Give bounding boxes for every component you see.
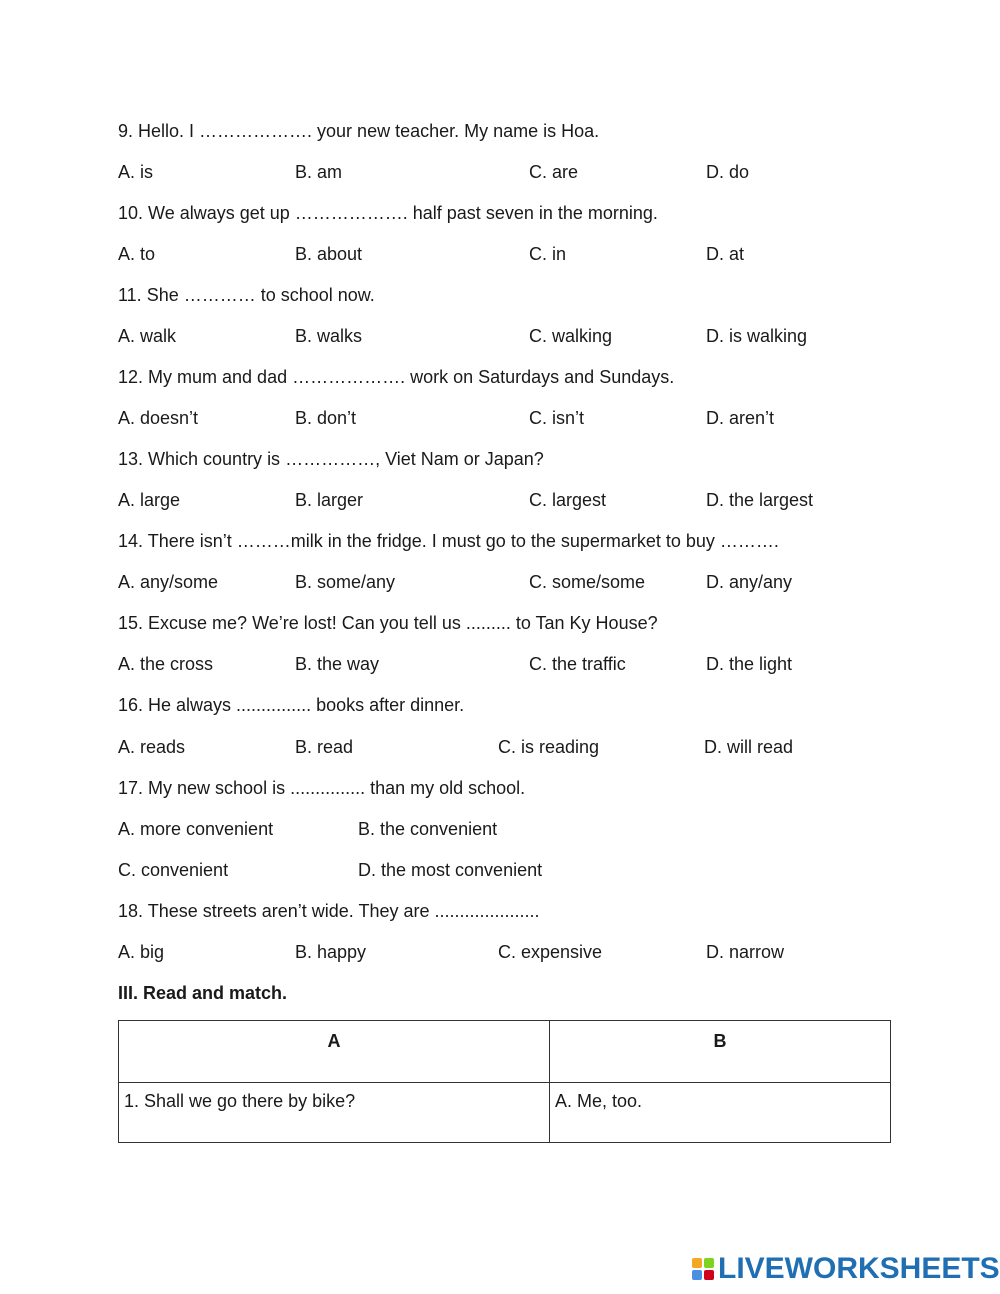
q15-option-a[interactable]: A. the cross — [118, 654, 214, 674]
q18-option-d[interactable]: D. narrow — [706, 942, 785, 962]
match-table — [118, 1020, 891, 1143]
q15-option-d[interactable]: D. the light — [706, 654, 793, 674]
question-17-stem: 17. My new school is ............... than my old school. — [118, 778, 526, 798]
q17-option-c[interactable]: C. convenient — [118, 860, 229, 880]
q12-option-c[interactable]: C. isn’t — [529, 408, 585, 428]
q9-option-c[interactable]: C. are — [529, 162, 579, 182]
q16-option-c[interactable]: C. is reading — [498, 737, 600, 757]
q16-option-d[interactable]: D. will read — [704, 737, 794, 757]
q15-option-b[interactable]: B. the way — [295, 654, 380, 674]
q17-option-b[interactable]: B. the convenient — [358, 819, 498, 839]
q15-option-c[interactable]: C. the traffic — [529, 654, 626, 674]
logo-square-3 — [692, 1270, 702, 1280]
q14-option-d[interactable]: D. any/any — [706, 572, 793, 592]
q17-option-a[interactable]: A. more convenient — [118, 819, 274, 839]
table-row — [119, 1083, 891, 1143]
question-9-stem: 9. Hello. I ………………. your new teacher. My name is Hoa. — [118, 121, 600, 141]
q10-option-c[interactable]: C. in — [529, 244, 567, 264]
question-13-stem: 13. Which country is ……………, Viet Nam or Japan? — [118, 449, 544, 469]
q16-option-a[interactable]: A. reads — [118, 737, 186, 757]
q12-option-b[interactable]: B. don’t — [295, 408, 357, 428]
q16-option-b[interactable]: B. read — [295, 737, 354, 757]
q10-option-a[interactable]: A. to — [118, 244, 156, 264]
q11-option-b[interactable]: B. walks — [295, 326, 363, 346]
logo-mark-icon — [692, 1258, 714, 1280]
logo-text: LIVEWORKSHEETS — [718, 1252, 1000, 1285]
q14-option-b[interactable]: B. some/any — [295, 572, 396, 592]
q11-option-d[interactable]: D. is walking — [706, 326, 808, 346]
q12-option-d[interactable]: D. aren’t — [706, 408, 775, 428]
q14-option-a[interactable]: A. any/some — [118, 572, 219, 592]
row-1-column-b: A. Me, too. — [550, 1083, 891, 1143]
question-15-stem: 15. Excuse me? We’re lost! Can you tell us ......... to Tan Ky House? — [118, 613, 658, 633]
column-a-header: A — [119, 1021, 550, 1083]
match-table-header-row — [119, 1021, 891, 1083]
question-12-stem: 12. My mum and dad ………………. work on Saturdays and Sundays. — [118, 367, 675, 387]
q11-option-c[interactable]: C. walking — [529, 326, 613, 346]
question-10-stem: 10. We always get up ………………. half past seven in the morning. — [118, 203, 658, 223]
logo-square-1 — [692, 1258, 702, 1268]
question-16-stem: 16. He always ............... books after dinner. — [118, 695, 465, 715]
q9-option-a[interactable]: A. is — [118, 162, 154, 182]
q18-option-a[interactable]: A. big — [118, 942, 165, 962]
logo-square-2 — [704, 1258, 714, 1268]
q13-option-a[interactable]: A. large — [118, 490, 181, 510]
question-11-stem: 11. She ………… to school now. — [118, 285, 375, 305]
question-14-stem: 14. There isn’t ………milk in the fridge. I must go to the supermarket to buy ………. — [118, 531, 779, 551]
q12-option-a[interactable]: A. doesn’t — [118, 408, 199, 428]
row-1-column-a: 1. Shall we go there by bike? — [119, 1083, 550, 1143]
q11-option-a[interactable]: A. walk — [118, 326, 177, 346]
q13-option-d[interactable]: D. the largest — [706, 490, 814, 510]
q9-option-b[interactable]: B. am — [295, 162, 343, 182]
q13-option-c[interactable]: C. largest — [529, 490, 607, 510]
q9-option-d[interactable]: D. do — [706, 162, 750, 182]
logo-square-4 — [704, 1270, 714, 1280]
question-18-stem: 18. These streets aren’t wide. They are ..................... — [118, 901, 540, 921]
q18-option-b[interactable]: B. happy — [295, 942, 367, 962]
q10-option-d[interactable]: D. at — [706, 244, 745, 264]
q13-option-b[interactable]: B. larger — [295, 490, 364, 510]
section-3-heading: III. Read and match. — [118, 983, 288, 1003]
liveworksheets-logo — [692, 1252, 1000, 1286]
column-b-header: B — [550, 1021, 891, 1083]
q10-option-b[interactable]: B. about — [295, 244, 363, 264]
q17-option-d[interactable]: D. the most convenient — [358, 860, 543, 880]
q18-option-c[interactable]: C. expensive — [498, 942, 603, 962]
q14-option-c[interactable]: C. some/some — [529, 572, 646, 592]
